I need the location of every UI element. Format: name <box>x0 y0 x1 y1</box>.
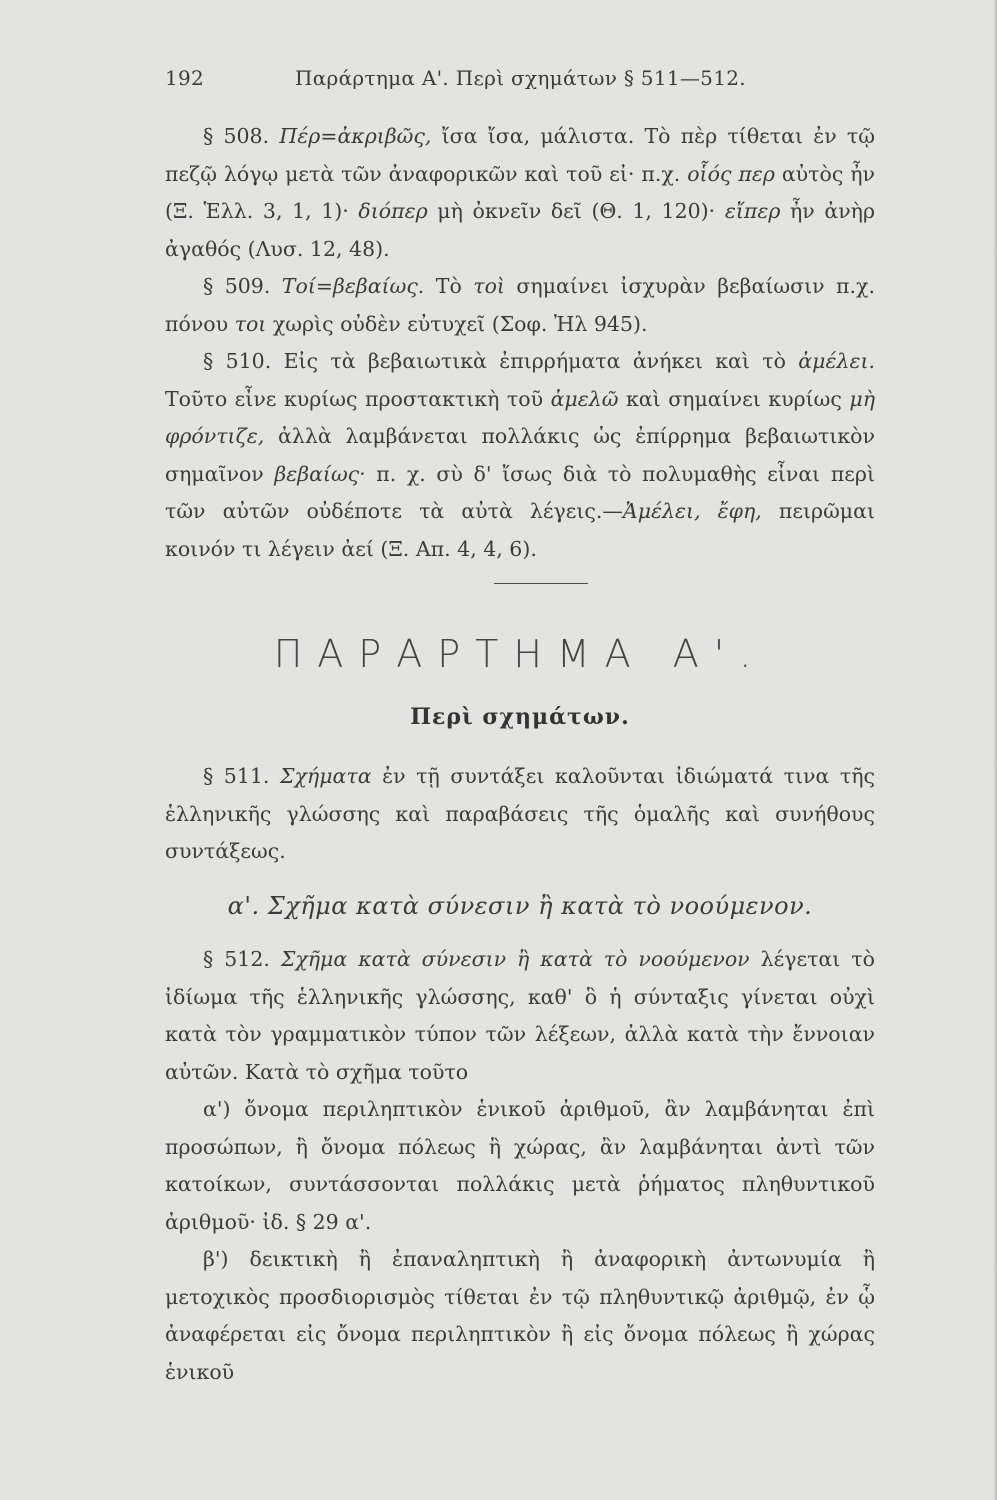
running-header <box>165 66 785 100</box>
example: ἀμελῶ <box>550 386 619 411</box>
page-number: 192 <box>165 66 205 90</box>
term: Σχήματα <box>280 764 372 788</box>
paragraph-512 <box>165 941 875 1091</box>
text: λέγεται τὸ ἰδίωμα τῆς ἑλληνικῆς γλώσσης, καθ' ὃ ἡ σύνταξις γίνεται οὐχὶ κατὰ τὸν γραμματικὸν τύπον τῶν λέξεων, ἀλλὰ κατὰ τὴν ἔννοιαν αὐτῶν. Κατὰ τὸ σχῆμα τοῦτο <box>165 947 875 1084</box>
term: Πέρ=ἀκριβῶς, <box>279 124 432 148</box>
paragraph-511 <box>165 758 875 871</box>
section-number: § 511. <box>203 764 281 788</box>
text <box>701 499 718 523</box>
section-heading: α'. Σχῆμα κατὰ σύνεσιν ἢ κατὰ τὸ νοούμενον. <box>227 892 813 920</box>
list-item-b: β') δεικτικὴ ἢ ἐπαναληπτικὴ ἢ ἀναφορικὴ ἀντωνυμία ἢ μετοχικὸς προσδιορισμὸς τίθεται ἐν τῷ πληθυντικῷ ἀριθμῷ, ἐν ᾧ ἀναφέρεται εἰς ὄνομα περιληπτικὸν ἢ εἰς ὄνομα πόλεως ἢ χώρας ἑνικοῦ <box>165 1247 875 1384</box>
example: μὴ φρόντιζε, <box>165 386 876 448</box>
term: Τοί=βεβαίως. <box>281 274 425 298</box>
section-number: § 508. <box>203 124 280 148</box>
paragraph-510 <box>165 343 875 568</box>
appendix-title: ΠΑΡΑΡΤΗΜΑ Α'. <box>273 632 767 676</box>
paragraph-block-511 <box>165 758 875 871</box>
text: ἴσα ἴσα, μάλιστα. Τὸ πὲρ τίθεται ἐν τῷ πεζῷ λόγῳ μετὰ τῶν ἀναφορικῶν καὶ τοῦ εἰ· π.χ. <box>165 124 875 186</box>
list-item-a: α') ὄνομα περιληπτικὸν ἑνικοῦ ἀριθμοῦ, ἂν λαμβάνηται ἐπὶ προσώπων, ἢ ὄνομα πόλεως ἢ χώρας, ἂν λαμβάνηται ἀντὶ τῶν κατοίκων, συντάσσονται πολλάκις μετὰ ῥήματος πληθυντικοῦ ἀριθμοῦ· ἰδ. § 29 α'. <box>165 1097 875 1234</box>
example: εἴπερ <box>724 199 781 223</box>
text: ἐν τῇ συντάξει καλοῦνται ἰδιώματά τινα τῆς ἑλληνικῆς γλώσσης καὶ παραβάσεις τῆς ὁμαλῆς καὶ συνήθους συντάξεως. <box>165 764 875 863</box>
text: αὐτὸς ἦν (Ξ. Ἑλλ. 3, 1, 1)· <box>165 161 875 223</box>
paragraph-508 <box>165 118 875 268</box>
term: Σχῆμα κατὰ σύνεσιν ἢ κατὰ τὸ νοούμενον <box>280 947 750 971</box>
section-number: § 512. <box>203 947 281 971</box>
text: μὴ ὀκνεῖν δεῖ (Θ. 1, 120)· <box>427 199 725 223</box>
paragraph-509 <box>165 268 875 343</box>
paragraph-block-upper <box>165 118 875 568</box>
text: π. χ. σὺ δ' ἴσως διὰ τὸ πολυμαθὴς εἶναι περὶ τῶν αὐτῶν οὐδέποτε τὰ αὐτὰ λέγεις.— <box>165 461 875 523</box>
text: χωρὶς οὐδὲν εὐτυχεῖ (Σοφ. Ἠλ 945). <box>266 311 648 336</box>
example: οἷός περ <box>687 161 775 186</box>
text: Τὸ <box>424 274 474 298</box>
section-number: § 510. Εἰς τὰ βεβαιωτικὰ ἐπιρρήματα ἀνήκει καὶ τὸ <box>203 349 799 373</box>
text: καὶ σημαίνει κυρίως <box>618 386 850 411</box>
text: πειρῶμαι κοινόν τι λέγειν ἀεί (Ξ. Απ. 4, 4, 6). <box>165 499 875 561</box>
text: σημαίνει ἰσχυρὰν βεβαίωσιν π.χ. πόνου <box>165 274 875 336</box>
section-divider <box>494 583 588 584</box>
paragraph-block-lower <box>165 941 875 1391</box>
example: τοι <box>234 311 267 336</box>
text: ἀλλὰ λαμβάνεται πολλάκις ὡς ἐπίρρημα βεβαιωτικὸν σημαῖνον <box>165 424 875 486</box>
example: διόπερ <box>358 199 428 223</box>
text: Τοῦτο εἶνε κυρίως προστακτικὴ τοῦ <box>165 386 551 411</box>
example: ἀμέλει. <box>798 349 875 373</box>
appendix-subtitle: Περὶ σχημάτων. <box>410 704 630 730</box>
example: τοὶ <box>473 274 505 298</box>
example: Ἀμέλει, <box>622 499 701 523</box>
running-title: Παράρτημα Α'. Περὶ σχημάτων § 511—512. <box>295 66 746 90</box>
example: βεβαίως· <box>274 461 366 486</box>
section-number: § 509. <box>203 274 282 298</box>
text: ἦν ἀνὴρ ἀγαθός (Λυσ. 12, 48). <box>165 199 875 261</box>
example: ἔφη, <box>717 499 762 523</box>
